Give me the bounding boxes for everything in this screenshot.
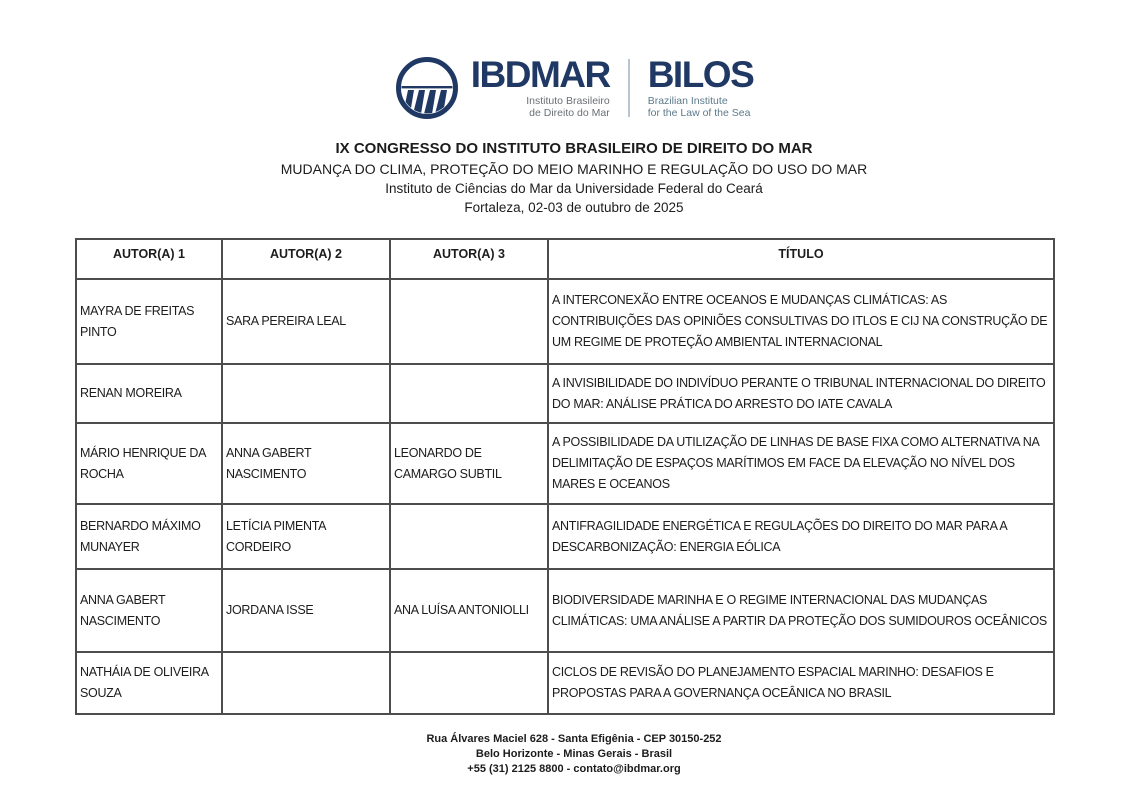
author3-cell: LEONARDO DE CAMARGO SUBTIL	[390, 423, 548, 504]
logo-divider	[628, 59, 630, 117]
author1-cell: RENAN MOREIRA	[76, 364, 222, 423]
logo-bilos-wordmark: BILOS	[647, 53, 754, 95]
table-row	[76, 652, 1054, 714]
title-cell: A POSSIBILIDADE DA UTILIZAÇÃO DE LINHAS DE BASE FIXA COMO ALTERNATIVA NA DELIMITAÇÃO DE ESPAÇOS MARÍTIMOS EM FACE DA ELEVAÇÃO NO NÍVEL DOS MARES E OCEANOS	[548, 423, 1054, 504]
venue-line: Instituto de Ciências do Mar da Universidade Federal do Ceará	[385, 181, 763, 196]
logo-bilos-caption-line1: Brazilian Institute	[647, 94, 728, 107]
title-cell: A INTERCONEXÃO ENTRE OCEANOS E MUDANÇAS CLIMÁTICAS: AS CONTRIBUIÇÕES DAS OPINIÕES CONSULTIVAS DO ITLOS E CIJ NA CONSTRUÇÃO DE UM REGIME DE PROTEÇÃO AMBIENTAL INTERNACIONAL	[548, 279, 1054, 364]
table-row	[76, 423, 1054, 504]
author1-cell: MAYRA DE FREITAS PINTO	[76, 279, 222, 364]
logo-bilos-caption-line2: for the Law of the Sea	[647, 107, 751, 119]
logo-ibdmar-caption	[526, 95, 609, 120]
author3-cell	[390, 279, 548, 364]
footer-city-line: Belo Horizonte - Minas Gerais - Brasil	[475, 748, 673, 760]
ibdmar-wave-icon	[395, 56, 459, 120]
column-header-title: TÍTULO	[548, 239, 1054, 279]
author2-cell: SARA PEREIRA LEAL	[222, 279, 390, 364]
author3-cell: ANA LUÍSA ANTONIOLLI	[390, 569, 548, 652]
table-row	[76, 504, 1054, 569]
author1-cell: MÁRIO HENRIQUE DA ROCHA	[76, 423, 222, 504]
logo-ibdmar-block	[470, 53, 610, 120]
title-cell: A INVISIBILIDADE DO INDIVÍDUO PERANTE O TRIBUNAL INTERNACIONAL DO DIREITO DO MAR: ANÁLISE PRÁTICA DO ARRESTO DO IATE CAVALA	[548, 364, 1054, 423]
author2-cell	[222, 652, 390, 714]
congress-subtitle: MUDANÇA DO CLIMA, PROTEÇÃO DO MEIO MARINHO E REGULAÇÃO DO USO DO MAR	[280, 161, 868, 177]
table-row	[76, 279, 1054, 364]
author1-cell: NATHÁIA DE OLIVEIRA SOUZA	[76, 652, 222, 714]
title-cell: ANTIFRAGILIDADE ENERGÉTICA E REGULAÇÕES DO DIREITO DO MAR PARA A DESCARBONIZAÇÃO: ENERGIA EÓLICA	[548, 504, 1054, 569]
logo	[0, 0, 1148, 120]
column-header-author3: AUTOR(A) 3	[390, 239, 548, 279]
footer-address-line: Rua Álvares Maciel 628 - Santa Efigênia - CEP 30150-252	[426, 733, 722, 745]
author2-cell	[222, 364, 390, 423]
footer-contact-line: +55 (31) 2125 8800 - contato@ibdmar.org	[467, 763, 681, 775]
author1-cell: BERNARDO MÁXIMO MUNAYER	[76, 504, 222, 569]
author2-cell: LETÍCIA PIMENTA CORDEIRO	[222, 504, 390, 569]
author1-cell: ANNA GABERT NASCIMENTO	[76, 569, 222, 652]
title-block	[0, 139, 1148, 217]
table-row	[76, 364, 1054, 423]
table-header-row	[76, 239, 1054, 279]
table-row	[76, 569, 1054, 652]
logo-ibdmar-caption-line1: Instituto Brasileiro	[526, 94, 610, 107]
congress-title: IX CONGRESSO DO INSTITUTO BRASILEIRO DE DIREITO DO MAR	[335, 140, 813, 157]
author3-cell	[390, 504, 548, 569]
logo-ibdmar-caption-line2: de Direito do Mar	[529, 107, 610, 119]
footer	[0, 732, 1148, 777]
logo-ibdmar-wordmark: IBDMAR	[470, 53, 610, 95]
program-table	[75, 238, 1055, 715]
logo-bilos-block	[647, 53, 754, 120]
column-header-author2: AUTOR(A) 2	[222, 239, 390, 279]
author3-cell	[390, 652, 548, 714]
title-cell: CICLOS DE REVISÃO DO PLANEJAMENTO ESPACIAL MARINHO: DESAFIOS E PROPOSTAS PARA A GOVERNANÇA OCEÂNICA NO BRASIL	[548, 652, 1054, 714]
date-line: Fortaleza, 02-03 de outubro de 2025	[464, 200, 684, 215]
author2-cell: ANNA GABERT NASCIMENTO	[222, 423, 390, 504]
author3-cell	[390, 364, 548, 423]
column-header-author1: AUTOR(A) 1	[76, 239, 222, 279]
logo-bilos-caption	[648, 95, 751, 120]
title-cell: BIODIVERSIDADE MARINHA E O REGIME INTERNACIONAL DAS MUDANÇAS CLIMÁTICAS: UMA ANÁLISE A PARTIR DA PROTEÇÃO DOS SUMIDOUROS OCEÂNICOS	[548, 569, 1054, 652]
author2-cell: JORDANA ISSE	[222, 569, 390, 652]
